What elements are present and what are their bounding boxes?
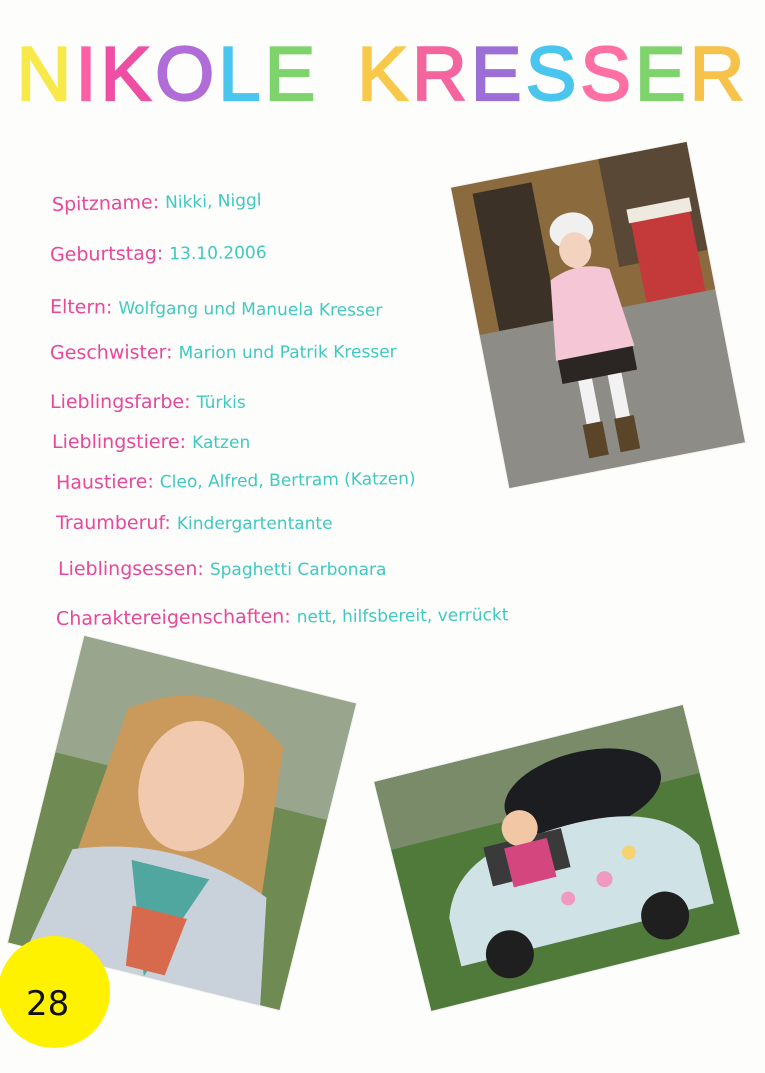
fav-food-label: Lieblingsessen:: [58, 558, 204, 580]
traits-label: Charaktereigenschaften:: [55, 605, 291, 630]
page-number: 28: [26, 984, 70, 1024]
title-letter: O: [155, 32, 219, 117]
fav-food-value: Spaghetti Carbonara: [209, 560, 387, 580]
siblings-label: Geschwister:: [49, 341, 173, 364]
fav-animals-value: Katzen: [192, 433, 251, 453]
photo-child-toy-car: [374, 705, 740, 1011]
title-letter: N: [16, 32, 76, 117]
profile-row-parents: [50, 294, 382, 324]
photo-child-pink-jacket: [451, 142, 745, 488]
title-letter: S: [580, 32, 635, 117]
birthday-value: 13.10.2006: [169, 242, 267, 265]
traits-value: nett, hilfsbereit, verrückt: [296, 605, 509, 628]
title-letter: S: [525, 32, 581, 117]
title-letter: I: [75, 32, 101, 117]
title-letter: R: [411, 32, 471, 117]
fav-color-value: Türkis: [196, 393, 246, 413]
title-letter: K: [100, 32, 156, 117]
fav-animals-label: Lieblingstiere:: [52, 431, 187, 453]
pets-value: Cleo, Alfred, Bertram (Katzen): [159, 468, 416, 493]
nickname-label: Spitzname:: [51, 191, 160, 216]
pets-label: Haustiere:: [55, 470, 154, 494]
parents-label: Eltern:: [49, 296, 113, 319]
page-title: [0, 30, 765, 120]
title-letter: K: [357, 32, 412, 117]
profile-row-fav-color: [50, 389, 246, 416]
title-letter: L: [218, 32, 265, 117]
profile-row-pets: [56, 465, 416, 497]
profile-row-fav-food: [58, 556, 386, 583]
fav-color-label: Lieblingsfarbe:: [50, 391, 191, 413]
parents-value: Wolfgang und Manuela Kresser: [118, 298, 383, 321]
profile-row-traits: [56, 601, 509, 633]
profile-row-fav-animals: [52, 429, 250, 456]
birthday-label: Geburtstag:: [49, 242, 164, 266]
title-letter: E: [470, 32, 526, 117]
title-letter: R: [689, 32, 749, 117]
siblings-value: Marion und Patrik Kresser: [178, 342, 397, 364]
profile-row-siblings: [50, 338, 397, 367]
title-letter: E: [264, 32, 320, 117]
nickname-value: Nikki, Niggl: [164, 190, 262, 214]
dream-job-value: Kindergartentante: [176, 514, 333, 534]
profile-row-dream-job: [56, 510, 333, 537]
title-letter: E: [634, 32, 690, 117]
profile-row-nickname: [52, 187, 262, 219]
profile-row-birthday: [50, 239, 267, 269]
dream-job-label: Traumberuf:: [56, 512, 171, 534]
